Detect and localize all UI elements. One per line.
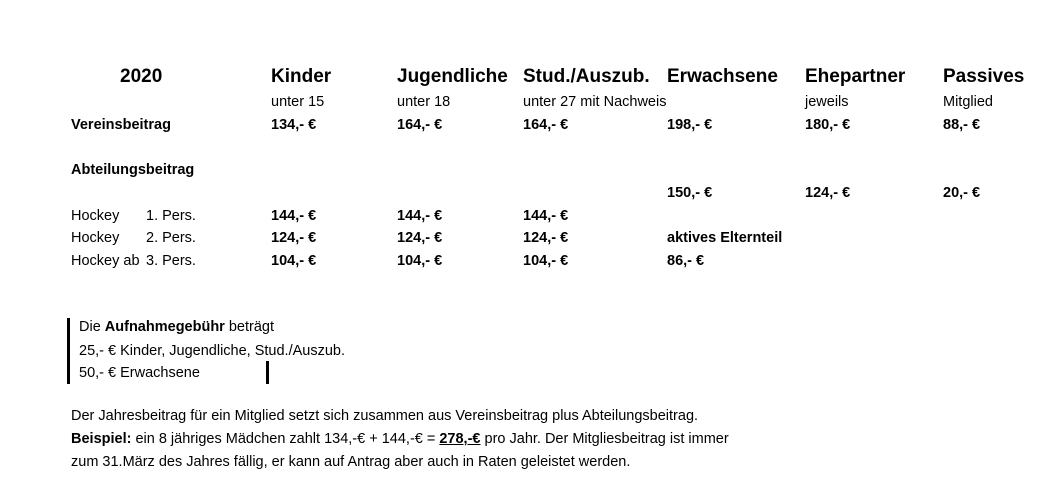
abteilungsbeitrag-ehepartner: 124,- € — [805, 185, 851, 201]
vereinsbeitrag-stud-auszub: 164,- € — [523, 117, 569, 133]
eltern-value: 86,- € — [667, 253, 705, 269]
footer-line-1: Der Jahresbeitrag für ein Mitglied setzt sich zusammen aus Vereinsbeitrag plus Abteilungsbeitrag. — [71, 408, 699, 424]
hockey-row-2-person: 2. Pers. — [146, 230, 196, 246]
hockey-row-2-jugendliche: 124,- € — [397, 230, 443, 246]
column-header-passives: Passives — [943, 66, 1025, 87]
row-label-vereinsbeitrag: Vereinsbeitrag — [71, 117, 171, 133]
column-header-stud-auszub: Stud./Auszub. — [523, 66, 650, 87]
aufnahme-left-bar — [67, 318, 70, 384]
hockey-row-3-person: 3. Pers. — [146, 253, 196, 269]
column-subtitle-passives: Mitglied — [943, 94, 993, 110]
beispiel-end: pro Jahr. Der Mitgliesbeitrag ist immer — [480, 431, 729, 447]
eltern-label: aktives Elternteil — [667, 230, 783, 246]
vereinsbeitrag-jugendliche: 164,- € — [397, 117, 443, 133]
footer-line-2 — [71, 428, 729, 450]
column-subtitle-stud-auszub: unter 27 mit Nachweis — [523, 94, 667, 110]
vereinsbeitrag-ehepartner: 180,- € — [805, 117, 851, 133]
aufnahme-suffix: beträgt — [224, 319, 274, 335]
column-header-erwachsene: Erwachsene — [667, 66, 778, 87]
aufnahme-prefix: Die — [79, 319, 105, 335]
year-heading: 2020 — [120, 66, 163, 87]
footer-line-3: zum 31.März des Jahres fällig, er kann auf Antrag aber auch in Raten geleistet werden. — [71, 454, 631, 470]
beispiel-total: 278,-€ — [439, 431, 481, 447]
vereinsbeitrag-passives: 88,- € — [943, 117, 981, 133]
hockey-row-1-jugendliche: 144,- € — [397, 208, 443, 224]
column-subtitle-jugendliche: unter 18 — [397, 94, 451, 110]
vereinsbeitrag-kinder: 134,- € — [271, 117, 317, 133]
hockey-row-3-label: Hockey ab — [71, 253, 140, 269]
hockey-row-1-label: Hockey — [71, 208, 120, 224]
aufnahme-line-1 — [79, 319, 274, 335]
aufnahme-line-3: 50,- € Erwachsene — [79, 365, 200, 381]
row-label-abteilungsbeitrag: Abteilungsbeitrag — [71, 162, 195, 178]
hockey-row-3-jugendliche: 104,- € — [397, 253, 443, 269]
beispiel-text: ein 8 jähriges Mädchen zahlt 134,-€ + 144,-€ = — [131, 431, 440, 447]
hockey-row-1-kinder: 144,- € — [271, 208, 317, 224]
abteilungsbeitrag-erwachsene: 150,- € — [667, 185, 713, 201]
aufnahme-bold: Aufnahmegebühr — [104, 319, 225, 335]
column-header-jugendliche: Jugendliche — [397, 66, 508, 87]
aufnahme-line-2: 25,- € Kinder, Jugendliche, Stud./Auszub. — [79, 343, 346, 359]
column-subtitle-kinder: unter 15 — [271, 94, 325, 110]
column-header-kinder: Kinder — [271, 66, 332, 87]
column-subtitle-ehepartner: jeweils — [805, 94, 849, 110]
hockey-row-2-label: Hockey — [71, 230, 120, 246]
abteilungsbeitrag-passives: 20,- € — [943, 185, 981, 201]
hockey-row-1-person: 1. Pers. — [146, 208, 196, 224]
hockey-row-3-stud-auszub: 104,- € — [523, 253, 569, 269]
hockey-row-2-stud-auszub: 124,- € — [523, 230, 569, 246]
aufnahme-right-bar — [266, 361, 269, 384]
hockey-row-1-stud-auszub: 144,- € — [523, 208, 569, 224]
vereinsbeitrag-erwachsene: 198,- € — [667, 117, 713, 133]
column-header-ehepartner: Ehepartner — [805, 66, 906, 87]
hockey-row-2-kinder: 124,- € — [271, 230, 317, 246]
beispiel-label: Beispiel: — [71, 431, 132, 447]
hockey-row-3-kinder: 104,- € — [271, 253, 317, 269]
